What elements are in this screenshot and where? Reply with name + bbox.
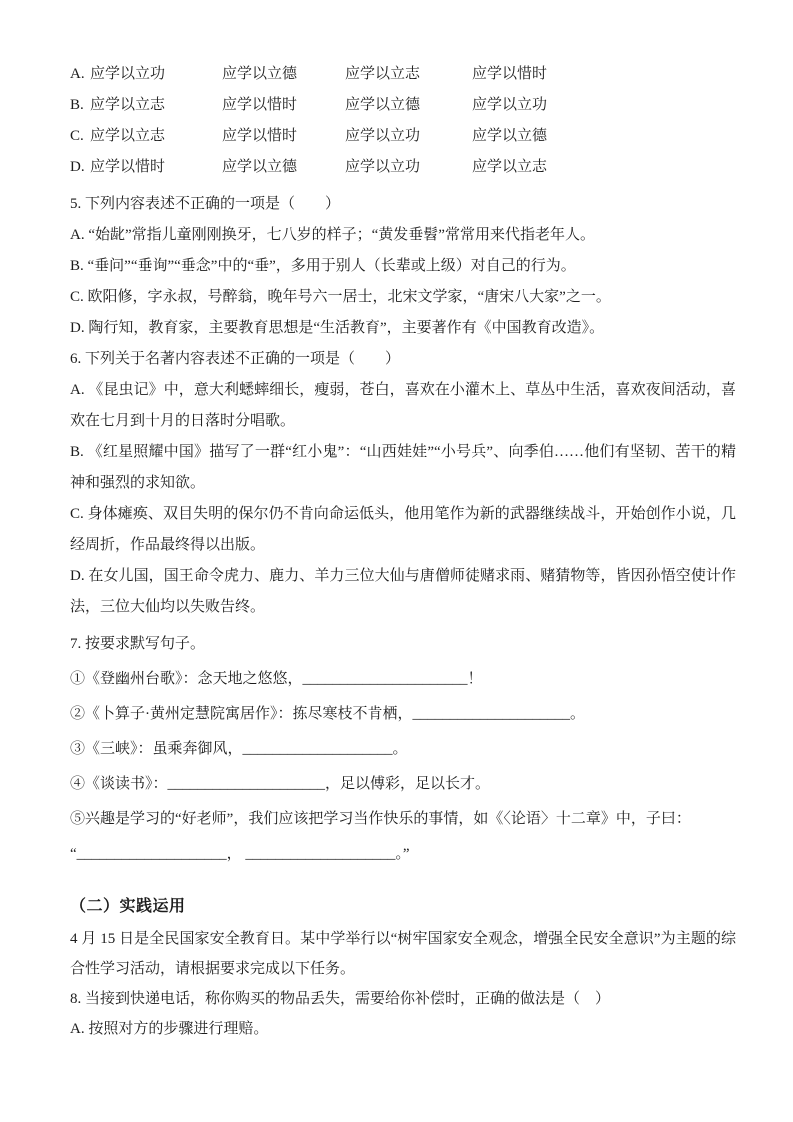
q8-option-a: A. 按照对方的步骤进行理赔。	[70, 1021, 269, 1037]
q4-row-b-letter: B.	[70, 97, 84, 113]
q4-row-c-cell-1: 应学以立志	[90, 128, 166, 144]
q4-row-c-letter: C.	[70, 128, 84, 144]
q4-row-c-cell-3: 应学以立功	[345, 128, 421, 144]
q5-stem: 5. 下列内容表述不正确的一项是（ ）	[70, 196, 341, 212]
q4-row-b-cell-4: 应学以立功	[472, 97, 548, 113]
q4-row-a-letter: A.	[70, 66, 85, 82]
q7-item-4: ④《谈读书》：_____________________，足以傅彩，足以长才。	[70, 776, 491, 792]
q4-row-d-letter: D.	[70, 159, 85, 175]
q4-row-b-cell-3: 应学以立德	[345, 97, 421, 113]
q7-item-5-blank-line: “____________________， ____________________。”	[70, 846, 410, 862]
q4-row-a-cell-1: 应学以立功	[90, 66, 166, 82]
section2-block	[70, 924, 736, 1044]
q7-stem: 7. 按要求默写句子。	[70, 636, 206, 652]
q5-option-a: A. “始龀”常指儿童刚刚换牙，七八岁的样子；“黄发垂髫”常常用来代指老年人。	[70, 227, 595, 243]
q6-option-a: A. 《昆虫记》中，意大利蟋蟀细长，瘦弱，苍白，喜欢在小灌木上、草丛中生活，喜欢夜间活动，喜欢在七月到十月的日落时分唱歌。	[70, 382, 736, 429]
q5-option-d: D. 陶行知，教育家，主要教育思想是“生活教育”，主要著作有《中国教育改造》。	[70, 320, 605, 336]
q4-row-c-cell-2: 应学以惜时	[222, 128, 298, 144]
q4-row-d-cell-1: 应学以惜时	[90, 159, 166, 175]
q4-row-b-cell-1: 应学以立志	[90, 97, 166, 113]
q6-option-b: B. 《红星照耀中国》描写了一群“红小鬼”：“山西娃娃”“小号兵”、向季伯……他们有坚韧、苦干的精神和强烈的求知欲。	[70, 444, 736, 491]
q7-block	[70, 627, 736, 872]
q4-row-b-cell-2: 应学以惜时	[222, 97, 298, 113]
q4-row-d-cell-2: 应学以立德	[222, 159, 298, 175]
q4-row-c-cell-4: 应学以立德	[472, 128, 548, 144]
q7-item-3: ③《三峡》：虽乘奔御风，____________________。	[70, 741, 408, 757]
q4-options-grid	[70, 59, 736, 183]
q4-row-d-cell-3: 应学以立功	[345, 159, 421, 175]
q7-item-5: ⑤兴趣是学习的“好老师”，我们应该把学习当作快乐的事情，如《〈论语〉十二章》中，子曰：	[70, 811, 691, 827]
q4-row-a-cell-2: 应学以立德	[222, 66, 298, 82]
q8-stem: 8. 当接到快递电话，称你购买的物品丢失，需要给你补偿时，正确的做法是（ ）	[70, 991, 611, 1007]
q7-item-1: ①《登幽州台歌》：念天地之悠悠，______________________！	[70, 671, 483, 687]
q6-option-d: D. 在女儿国，国王命令虎力、鹿力、羊力三位大仙与唐僧师徒赌求雨、赌猜物等，皆因孙悟空使计作法，三位大仙均以失败告终。	[70, 568, 736, 615]
section2-intro: 4 月 15 日是全民国家安全教育日。某中学举行以“树牢国家安全观念，增强全民安全意识”为主题的综合性学习活动，请根据要求完成以下任务。	[70, 931, 736, 977]
q5-option-c: C. 欧阳修，字永叔，号醉翁，晚年号六一居士，北宋文学家，“唐宋八大家”之一。	[70, 289, 611, 305]
q4-row-d-cell-4: 应学以立志	[472, 159, 548, 175]
q4-row-a-cell-3: 应学以立志	[345, 66, 421, 82]
q7-item-2: ②《卜算子·黄州定慧院寓居作》：拣尽寒枝不肯栖，_____________________。	[70, 706, 585, 722]
q6-option-c: C. 身体瘫痪、双目失明的保尔仍不肯向命运低头，他用笔作为新的武器继续战斗，开始创作小说，几经周折，作品最终得以出版。	[70, 506, 736, 553]
section2-heading: （二）实践运用	[70, 898, 186, 915]
q6-stem: 6. 下列关于名著内容表述不正确的一项是（ ）	[70, 351, 401, 367]
q4-row-a-cell-4: 应学以惜时	[472, 66, 548, 82]
q5-option-b: B. “垂问”“垂询”“垂念”中的“垂”，多用于别人（长辈或上级）对自己的行为。	[70, 258, 576, 274]
